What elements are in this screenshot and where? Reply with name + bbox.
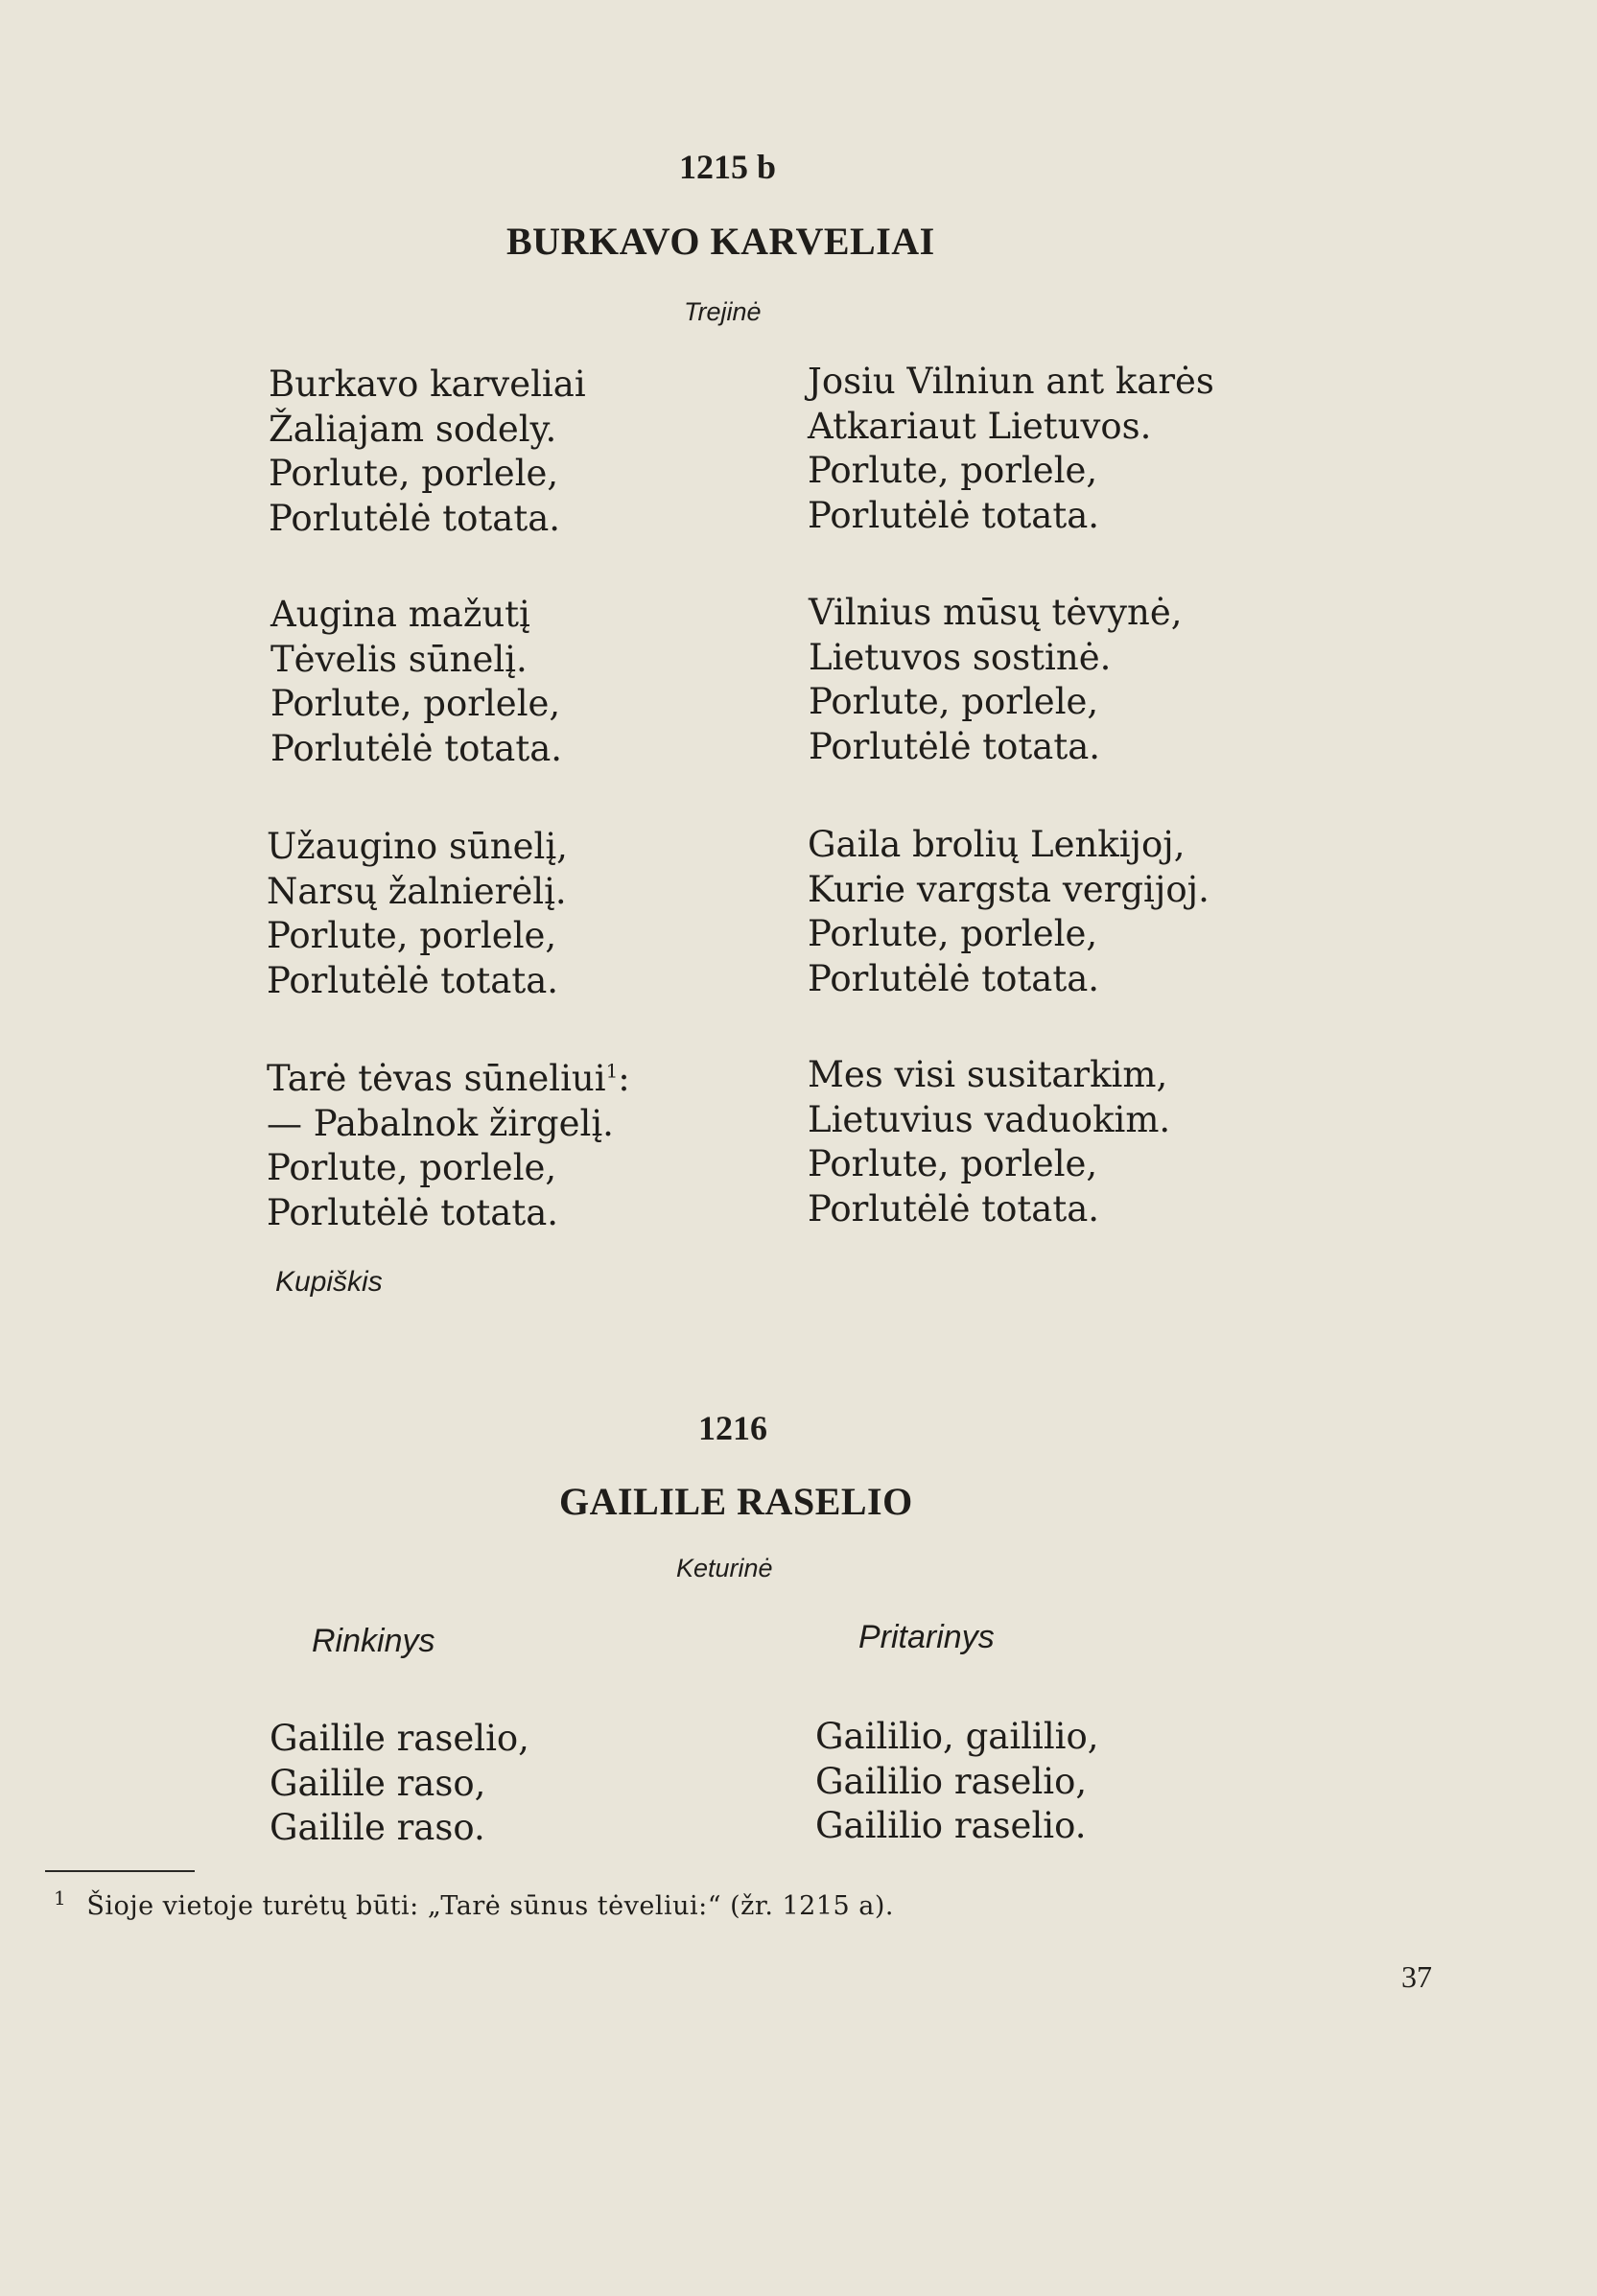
stanza-left-2 [270,593,562,771]
verse-text: Tarė tėvas sūneliui [267,1058,606,1099]
verse-line: Gailile raselio, [270,1718,529,1759]
song-number: 1215 b [679,148,777,186]
verse-line: Porlute, porlele, [267,1147,557,1188]
page-number: 37 [1401,1959,1432,1994]
verse-line: Porlute, porlele, [808,913,1098,954]
verse-line: Porlutėlė totata. [267,1191,559,1233]
verse-line: Porlutėlė totata. [808,1187,1100,1230]
footnote-text: Šioje vietoje turėtų būti: „Tarė sūnus tėveliui:“ (žr. 1215 a). [86,1891,895,1921]
verse-line: Porlutėlė totata. [267,959,559,1001]
stanza-left-1 [269,363,586,541]
footnote-rule [45,1870,195,1872]
verse-line: Gaila brolių Lenkijoj, [808,824,1186,865]
footnote-marker: 1 [605,1059,619,1083]
column-heading-pritarinys: Pritarinys [858,1619,995,1655]
verse-line: Porlute, porlele, [269,453,559,494]
verse-line: Gailile raso, [270,1762,486,1804]
verse-line: Gaililio raselio. [815,1805,1087,1846]
song-title: GAILILE RASELIO [559,1480,913,1523]
verse-line: Tėvelis sūnelį. [270,638,528,680]
verse-line: Porlutėlė totata. [269,497,561,539]
stanza-left-4 [267,1057,630,1235]
stanza-right-2 [809,591,1183,769]
verse-line: Gaililio raselio, [815,1760,1088,1802]
verse-line: Porlute, porlele, [808,450,1098,491]
verse-line: Porlute, porlele, [267,915,557,956]
verse-punctuation: : [618,1058,630,1099]
stanza-pritarinys [815,1715,1099,1849]
place-of-recording: Kupiškis [275,1266,383,1298]
verse-line: Narsų žalnierėlį. [267,870,567,912]
footnote-number: 1 [54,1886,67,1909]
verse-line: Užaugino sūnelį, [267,826,568,867]
verse-line: Gaililio, gaililio, [815,1716,1099,1757]
stanza-right-1 [808,360,1214,538]
stanza-right-4 [808,1053,1170,1231]
verse-line: Porlutėlė totata. [270,727,563,769]
song-title: BURKAVO KARVELIAI [506,220,935,263]
stanza-rinkinys [270,1717,529,1851]
verse-line: Lietuvius vaduokim. [808,1098,1171,1140]
verse-line: Atkariaut Lietuvos. [808,405,1152,447]
verse-line: Vilnius mūsų tėvynė, [809,592,1183,633]
verse-line: — Pabalnok žirgelį. [267,1102,614,1144]
verse-line: Augina mažutį [270,594,530,635]
footnote [54,1886,895,1921]
stanza-right-3 [808,823,1209,1001]
verse-line: Burkavo karveliai [269,363,586,405]
song-subtitle: Keturinė [676,1554,773,1582]
song-subtitle: Trejinė [684,297,762,326]
verse-line: Porlute, porlele, [809,681,1099,722]
stanza-left-3 [267,825,568,1003]
verse-line: Porlutėlė totata. [808,957,1100,999]
verse-line: Josiu Vilniun ant karės [808,361,1214,402]
verse-line: Žaliajam sodely. [269,408,557,450]
verse-line: Gailile raso. [270,1807,485,1848]
verse-line: Porlutėlė totata. [809,725,1101,767]
verse-line: Porlutėlė totata. [808,494,1100,536]
verse-line: Lietuvos sostinė. [809,636,1112,678]
verse-line: Mes visi susitarkim, [808,1054,1168,1095]
verse-line: Porlute, porlele, [270,683,561,724]
column-heading-rinkinys: Rinkinys [312,1623,435,1659]
verse-line [267,1057,630,1102]
song-number: 1216 [698,1409,767,1447]
verse-line: Kurie vargsta vergijoj. [808,868,1209,910]
verse-line: Porlute, porlele, [808,1143,1098,1184]
